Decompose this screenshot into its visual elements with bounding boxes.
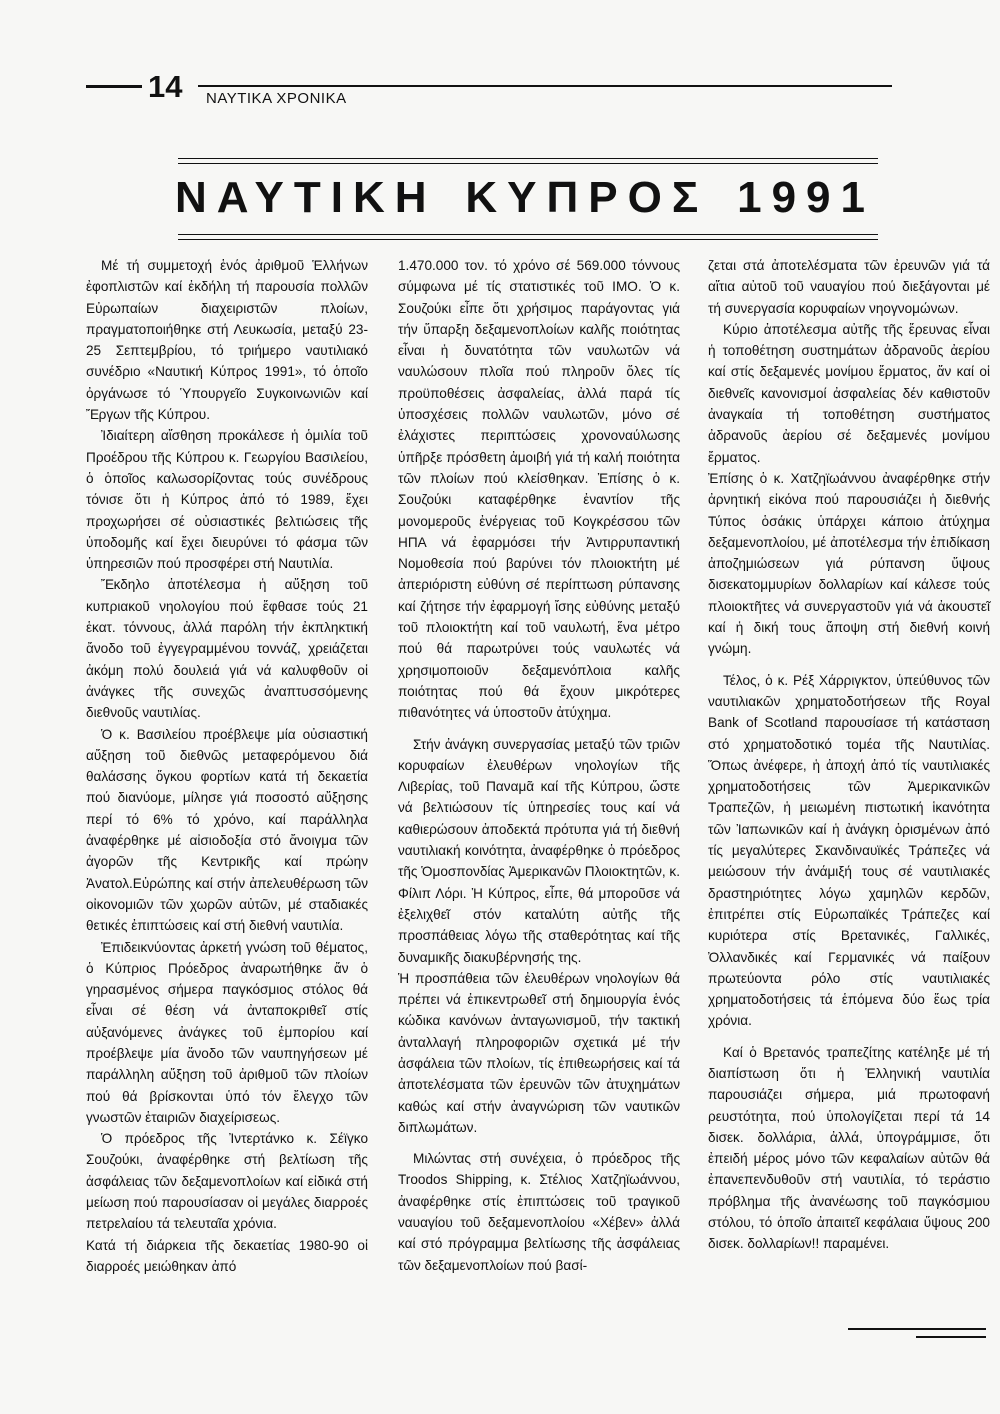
article-column-2 bbox=[398, 255, 680, 1276]
paragraph: ζεται στά ἀποτελέσματα τῶν ἐρευνῶν γιά τά αἴτια αὐτοῦ τοῦ ναυαγίου πού διεξάγονται μέ τή συνεργασία κορυφαίων νηογνομώνων. bbox=[708, 258, 990, 316]
paragraph: Ἐπιδεικνύοντας ἀρκετή γνώση τοῦ θέματος, ὁ Κύπριος Πρόεδρος ἀναρωτήθηκε ἄν ὁ γηρασμένος σήμερα παγκόσμιος στόλος θά εἶναι σέ θέση νά ἀνταποκριθεῖ στίς αὐξανόμενες ἀνάγκες τοῦ ἐμπορίου καί προέβλεψε μία ἄνοδο τῶν ναυπηγήσεων μέ παράλληλη αὔξηση τοῦ ἀριθμοῦ τῶν πλοίων πού θά βρίσκονται ὑπό τόν ἔλεγχο τῶν γνωστῶν ἑταιριῶν διαχείρισεως. bbox=[86, 939, 368, 1125]
paragraph: Μιλώντας στή συνέχεια, ὁ πρόεδρος τῆς Troodos Shipping, κ. Στέλιος Χατζηϊωάννου, ἀναφέρθηκε στίς ἐπιπτώσεις τοῦ τραγικοῦ ναυαγίου τοῦ δεξαμενοπλοίου «Χέβεν» ἀλλά καί στό πρόγραμμα βελτίωσης τῆς ἀσφάλειας τῶν δεξαμενοπλοίων πού βασί- bbox=[398, 1151, 680, 1273]
article-column-3 bbox=[708, 255, 990, 1255]
paragraph: Τέλος, ὁ κ. Ρέξ Χάρριγκτον, ὑπεύθυνος τῶν ναυτιλιακῶν χρηματοδοτήσεων τῆς Royal Bank of Scotland παρουσίασε τή κατάσταση στό χρηματοδοτικό τομέα τῆς Ναυτιλίας. Ὅπως ἀνέφερε, ἡ ἀποχή ἀπό τίς ναυτιλιακές χρηματοδοτήσεις τῶν Ἀμερικανικῶν Τραπεζῶν, ἡ μειωμένη πιστωτική ἱκανότητα τῶν Ἰαπωνικῶν καί ἡ ἀνάγκη ὁρισμένων ἀπό τίς μεγαλύτερες Σκανδιναυϊκές Τράπεζες νά μειώσουν τήν ἀνάμιξή τους σέ ναυτιλιακές δραστηριότητες λόγω χαμηλῶν κερδῶν, ἐπιτρέπει στίς Εὐρωπαϊκές Τράπεζες καί κυριότερα στίς Βρετανικές, Γαλλικές, Ὀλλανδικές καί Γερμανικές νά παίξουν πρωτεύοντα ρόλο στίς ναυτιλιακές χρηματοδοτήσεις τά ἑπόμενα δύο ἕως τρία χρόνια. bbox=[708, 672, 990, 1029]
paragraph: 1.470.000 τον. τό χρόνο σέ 569.000 τόννους σύμφωνα μέ τίς στατιστικές τοῦ ΙΜΟ. Ὁ κ. Σουζούκι εἶπε ὅτι χρήσιμος παράγοντας γιά τήν ὕπαρξη δεξαμενοπλοίων καλῆς ποιότητας εἶναι ἡ δυνατότητα τῶν ναυλωτῶν νά ναυλώσουν πλοῖα πού πληροῦν ὅλες τίς προϋποθέσεις ἀσφαλείας, ἀλλά παρά τίς ὑποσχέσεις πολλῶν ναυλωτῶν, μόνο σέ ἐλάχιστες περιπτώσεις χρονοναύλωσης ὑπῆρξε πρόσθετη ἀμοιβή γιά τή καλή ποιότητα τῶν πλοίων πού κλείσθηκαν. Ἐπίσης ὁ κ. Σουζούκι καταφέρθηκε ἐναντίον τῆς μονομεροῦς ἐνέργειας τοῦ Κογκρέσσου τῶν ΗΠΑ νά ἐφαρμόσει τήν Ἀντιρρυπαντική Νομοθεσία πού βαρύνει τόν πλοιοκτήτη μέ ἀπεριόριστη εὐθύνη σέ περίπτωση ρύπανσης καί ζήτησε τήν ἐφαρμογή ἴσης εὐθύνης μεταξύ τοῦ πλοιοκτήτη καί τοῦ ναυλωτή, ἕνα μέτρο πού θά παρωτρύνει τούς ναυλωτές νά χρησιμοποιοῦν δεξαμενόπλοια καλῆς ποιότητας πού θά ἔχουν μικρότερες πιθανότητες νά ὑποστοῦν ἀτύχημα. bbox=[398, 258, 680, 721]
article-column-1 bbox=[86, 255, 368, 1277]
paragraph: Κατά τή διάρκεια τῆς δεκαετίας 1980-90 οἱ διαρροές μειώθηκαν ἀπό bbox=[86, 1237, 368, 1274]
header-rule-left bbox=[86, 85, 142, 88]
paragraph: Ὁ κ. Βασιλείου προέβλεψε μία οὐσιαστική αὔξηση τοῦ διεθνῶς μεταφερόμενου διά θαλάσσης ὄγκου φορτίων κατά τή δεκαετία πού διανύομε, μίλησε γιά ποσοστό αὔξησης περί τό 6% τό χρόνο, καί παράλληλα ἀναφέρθηκε μέ αἰσιοδοξία στό ἄνοιγμα τῶν ἀγορῶν τῆς Κεντρικῆς καί πρώην Ἀνατολ.Εὐρώπης καί στήν ἀπελευθέρωση τῶν οἰκονομιῶν τῶν χωρῶν αὐτῶν, μέ σταδιακές θετικές ἐπιπτώσεις καί στή διεθνή ναυτιλία. bbox=[86, 726, 368, 934]
publication-name: ΝΑΥΤΙΚΑ ΧΡΟΝΙΚΑ bbox=[206, 90, 347, 107]
paragraph: Κύριο ἀποτέλεσμα αὐτῆς τῆς ἔρευνας εἶναι ἡ τοποθέτηση συστημάτων ἀδρανοῦς ἀερίου καί στίς δεξαμενές μονίμου ἔρματος, ἄν καί οἱ διεθνεῖς κανονισμοί ἀσφαλείας δέν καθιστοῦν ἀναγκαία τή τοποθέτηση συστήματος ἀδρανοῦς ἀερίου σέ δεξαμενές μονίμου ἔρματος. bbox=[708, 321, 990, 465]
paragraph: Ἰδιαίτερη αἴσθηση προκάλεσε ἡ ὁμιλία τοῦ Προέδρου τῆς Κύπρου κ. Γεωργίου Βασιλείου, ὁ ὁποῖος καλωσορίζοντας τούς συνέδρους τόνισε ὅτι ἡ Κύπρος ἀπό τό 1989, ἔχει προχωρήσει σέ οὐσιαστικές βελτιώσεις τῆς ὑποδομῆς καί ἔχει διευρύνει τό φάσμα τῶν ὑπηρεσιῶν πού προσφέρει στή Ναυτιλία. bbox=[86, 428, 368, 572]
end-rule-1 bbox=[848, 1328, 986, 1330]
paragraph: Ἔκδηλο ἀποτέλεσμα ἡ αὔξηση τοῦ κυπριακοῦ νηολογίου πού ἔφθασε τούς 21 ἑκατ. τόννους, ἀλλά παρόλη τήν ἐκπληκτική ἄνοδο τοῦ ἐγγεγραμμένου τοννάζ, χρειάζεται ἀκόμη πολύ δουλειά γιά νά καλυφθοῦν οἱ ἀνάγκες τῆς συνεχῶς ἀναπτυσσόμενης διεθνοῦς ναυτιλίας. bbox=[86, 577, 368, 721]
title-rule-bottom-2 bbox=[178, 239, 878, 240]
paragraph: Στήν ἀνάγκη συνεργασίας μεταξύ τῶν τριῶν κορυφαίων ἐλευθέρων νηολογίων τῆς Λιβερίας, τοῦ Παναμᾶ καί τῆς Κύπρου, ὥστε νά βελτιώσουν τίς ὑπηρεσίες τους καί νά καθιερώσουν ἀποδεκτά πρότυπα γιά τή διεθνή ναυτιλιακή κοινότητα, ἀναφέρθηκε ὁ πρόεδρος τῆς Ὁμοσπονδίας Ἀμερικανῶν Πλοιοκτητῶν, κ. Φίλιπ Λόρι. Ἡ Κύπρος, εἶπε, θά μποροῦσε νά ἐξελιχθεῖ στόν καταλύτη αὐτῆς τῆς προσπάθειας λόγω τῆς σταθερότητας καί τῆς δυναμικῆς διακυβέρνησής της. bbox=[398, 736, 680, 965]
title-rule-top-2 bbox=[178, 163, 878, 164]
paragraph: Ἐπίσης ὁ κ. Χατζηϊωάννου ἀναφέρθηκε στήν ἀρνητική εἰκόνα πού παρουσιάζει ἡ διεθνής Τύπος ὁσάκις ὑπάρχει κάποιο ἀτύχημα δεξαμενοπλοίου, μέ ἀποτέλεσμα τήν ἐπιδίκαση ἀποζημιώσεων γιά ρύπανση ὕψους δισεκατομμυρίων δολλαρίων καί κάλεσε τούς πλοιοκτῆτες νά συνεργαστοῦν γιά νά ἀκουστεῖ καί ἡ δική τους ἄποψη στή διεθνή κοινή γνώμη. bbox=[708, 470, 990, 657]
title-word-3: 1991 bbox=[737, 173, 875, 222]
title-rule-bottom-1 bbox=[178, 234, 878, 235]
article-title bbox=[175, 172, 885, 224]
paragraph: Καί ὁ Βρετανός τραπεζίτης κατέληξε μέ τή διαπίστωση ὅτι ἡ Ἑλληνική ναυτιλία παρουσιάζει σήμερα, μιά πρωτοφανή ρευστότητα, πού ὑπολογίζεται περί τά 14 δισεκ. δολλάρια, ἀλλά, ὑπογράμμισε, ὅτι ἐπειδή μέρος μόνο τῶν κεφαλαίων αὐτῶν θά ἐπανεπενδυθοῦν στή ναυτιλία, τό τεράστιο πρόβλημα τῆς ἀνανέωσης τοῦ παγκόσμιου στόλου, τό ὁποῖο ἀπαιτεῖ κεφάλαια ὕψους 200 δισεκ. δολλαρίων!! παραμένει. bbox=[708, 1044, 990, 1252]
header-rule-right bbox=[198, 85, 892, 87]
end-rule-2 bbox=[916, 1336, 986, 1338]
paragraph: Ὁ πρόεδρος τῆς Ἰντερτάνκο κ. Σέϊγκο Σουζούκι, ἀναφέρθηκε στή βελτίωση τῆς ἀσφάλειας τῶν δεξαμενοπλοίων καί εἰδικά στή μείωση πού παρουσίασαν οἱ μεγάλες διαρροές πετρελαίου τά τελευταῖα χρόνια. bbox=[86, 1131, 368, 1232]
paragraph: Μέ τή συμμετοχή ἑνός ἀριθμοῦ Ἑλλήνων ἐφοπλιστῶν καί ἐκδήλη τή παρουσία πολλῶν Εὐρωπαίων διαχειριστῶν πλοίων, πραγματοποιήθηκε στή Λευκωσία, μεταξύ 23-25 Σεπτεμβρίου, τό τριήμερο ναυτιλιακό συνέδριο «Ναυτική Κύπρος 1991», τό ὁποῖο ὀργάνωσε τό Ὑπουργεῖο Συγκοινωνιῶν καί Ἔργων τῆς Κύπρου. bbox=[86, 258, 368, 423]
paragraph: Ἡ προσπάθεια τῶν ἐλευθέρων νηολογίων θά πρέπει νά ἐπικεντρωθεῖ στή δημιουργία ἑνός κώδικα κανόνων ἀνταγωνισμοῦ, τήν τακτική ἀνταλλαγή πληροφοριῶν σχετικά μέ τήν ἀσφάλεια τῶν πλοίων, τίς ἐπιθεωρήσεις καί τά ἀποτελέσματα τῶν ἐρευνῶν τῶν ἀτυχημάτων καθώς καί στήν ἀναγνώριση τῶν ναυτικῶν διπλωμάτων. bbox=[398, 970, 680, 1135]
page-number: 14 bbox=[148, 69, 183, 104]
title-word-2: ΚΥΠΡΟΣ bbox=[465, 173, 709, 222]
title-word-1: ΝΑΥΤΙΚΗ bbox=[175, 173, 437, 222]
title-rule-top-1 bbox=[178, 158, 878, 159]
